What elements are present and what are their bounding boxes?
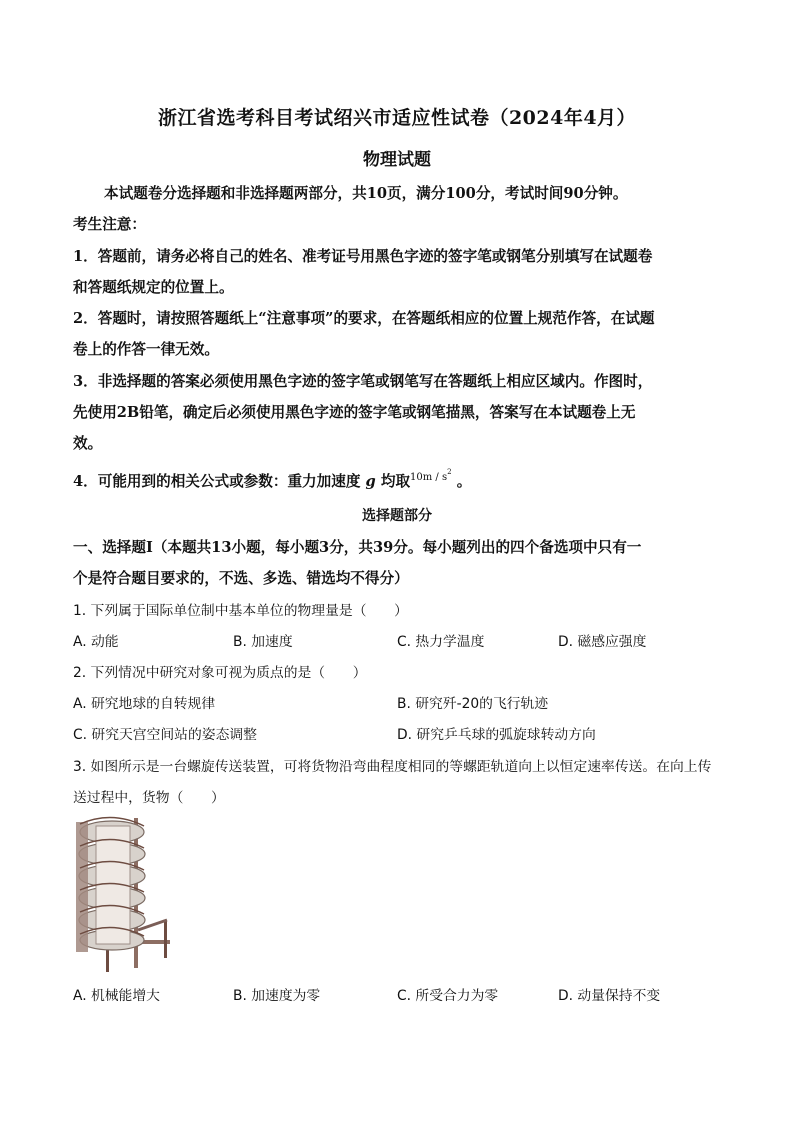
- q1-option-a: A. 动能: [73, 634, 119, 650]
- notice-2-line-2: 卷上的作答一律无效。: [73, 341, 219, 358]
- notice-4: [73, 468, 721, 491]
- exam-subtitle: 物理试题: [363, 150, 431, 170]
- section-title: 选择题部分: [362, 508, 432, 524]
- part1-line-2: 个是符合题目要求的，不选、多选、错选均不得分）: [73, 570, 409, 587]
- q1-option-c: C. 热力学温度: [397, 634, 485, 650]
- q2-option-d: D. 研究乒乓球的弧旋球转动方向: [397, 727, 596, 743]
- spiral-conveyor-figure: [72, 812, 172, 974]
- notice-3-line-3: 效。: [73, 435, 103, 452]
- gravity-symbol: g: [365, 473, 376, 490]
- notice-4-mid: 均取: [380, 473, 411, 490]
- part1-line-1: 一、选择题Ⅰ（本题共13小题，每小题3分，共39分。每小题列出的四个备选项中只有一: [73, 539, 642, 556]
- notice-3-line-2: 先使用2B铅笔，确定后必须使用黑色字迹的签字笔或钢笔描黑，答案写在本试题卷上无: [73, 404, 636, 421]
- gravity-value: 10m / s: [410, 472, 448, 483]
- notice-heading: 考生注意：: [73, 216, 146, 233]
- notice-1-line-2: 和答题纸规定的位置上。: [73, 279, 234, 296]
- q1-option-b: B. 加速度: [233, 634, 293, 650]
- q2-option-c: C. 研究天宫空间站的姿态调整: [73, 727, 257, 743]
- question-1-stem: 1. 下列属于国际单位制中基本单位的物理量是（ ）: [73, 603, 408, 619]
- notice-2-line-1: 2．答题时，请按照答题纸上“注意事项”的要求，在答题纸相应的位置上规范作答，在试题: [73, 310, 655, 327]
- q2-option-a: A. 研究地球的自转规律: [73, 696, 216, 712]
- intro-text: 本试题卷分选择题和非选择题两部分，共10页，满分100分，考试时间90分钟。: [104, 185, 628, 202]
- q1-option-d: D. 磁感应强度: [558, 634, 647, 650]
- q3-option-c: C. 所受合力为零: [397, 988, 499, 1004]
- exam-title: 浙江省选考科目考试绍兴市适应性试卷（2024年4月）: [157, 107, 637, 129]
- q3-option-a: A. 机械能增大: [73, 988, 160, 1004]
- notice-3-line-1: 3．非选择题的答案必须使用黑色字迹的签字笔或钢笔写在答题纸上相应区域内。作图时，: [73, 373, 653, 390]
- question-3-stem-line-2: 送过程中，货物（ ）: [73, 790, 225, 806]
- question-2-stem: 2. 下列情况中研究对象可视为质点的是（ ）: [73, 665, 367, 681]
- q2-option-b: B. 研究歼-20的飞行轨迹: [397, 696, 549, 712]
- q3-option-d: D. 动量保持不变: [558, 988, 661, 1004]
- notice-4-prefix: 4．可能用到的相关公式或参数：重力加速度: [73, 473, 361, 490]
- gravity-exponent: 2: [447, 468, 452, 476]
- question-3-stem-line-1: 3. 如图所示是一台螺旋传送装置，可将货物沿弯曲程度相同的等螺距轨道向上以恒定速率传送。在向上传: [73, 759, 712, 775]
- q3-option-b: B. 加速度为零: [233, 988, 321, 1004]
- notice-4-suffix: 。: [456, 473, 472, 490]
- notice-1-line-1: 1．答题前，请务必将自己的姓名、准考证号用黑色字迹的签字笔或钢笔分别填写在试题卷: [73, 248, 653, 265]
